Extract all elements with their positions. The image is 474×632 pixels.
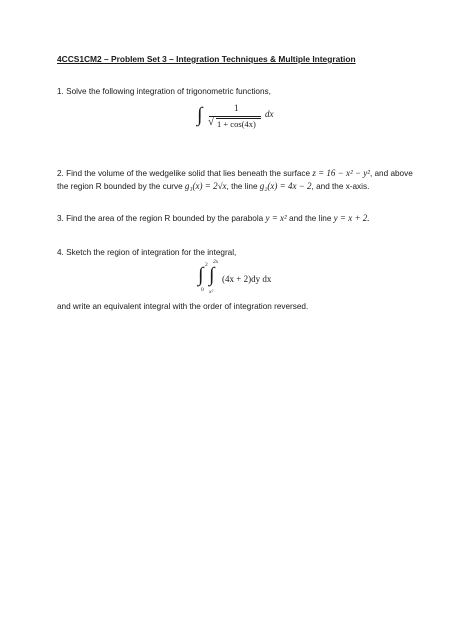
problem-2-line-2	[57, 181, 369, 192]
problem-2-text-c: the region R bounded by the curve	[57, 182, 183, 191]
line-equation: y = x + 2.	[333, 213, 370, 223]
problem-2-text-b: , and above	[369, 169, 413, 178]
problem-2-text-e: , and the x-axis.	[311, 182, 370, 191]
parabola-equation: y = x²	[265, 213, 287, 223]
problem-2-text-d: , the line	[226, 182, 258, 191]
line-g2: g₂(x) = 4x − 2	[259, 181, 312, 191]
inner-integral-sign: ∫	[209, 264, 215, 286]
document-title: 4CCS1CM2 – Problem Set 3 – Integration Techniques & Multiple Integration	[57, 54, 356, 64]
integrand: (4x + 2)dy dx	[222, 274, 272, 284]
outer-upper-limit: 2	[205, 262, 208, 268]
fraction-denominator: 1 + cos(4x)	[217, 119, 256, 129]
surface-equation: z = 16 − x² − y²	[312, 168, 370, 178]
inner-lower-limit: x²	[209, 289, 214, 295]
outer-integral-sign: ∫	[198, 264, 204, 286]
differential: dx	[265, 109, 274, 119]
problem-4-after-text: and write an equivalent integral with the order of integration reversed.	[57, 302, 309, 311]
problem-3-text-a: 3. Find the area of the region R bounded by the parabola	[57, 214, 264, 223]
fraction-numerator: 1	[234, 103, 239, 113]
inner-upper-limit: 2x	[213, 259, 219, 265]
problem-2-text-a: 2. Find the volume of the wedgelike solid that lies beneath the surface	[57, 169, 311, 178]
problem-3-text	[57, 213, 370, 224]
fraction-bar	[209, 116, 261, 117]
outer-lower-limit: 0	[201, 287, 204, 293]
problem-4-equation	[198, 259, 308, 296]
problem-4-text: 4. Sketch the region of integration for the integral,	[57, 248, 237, 257]
radical-icon: √	[208, 116, 215, 128]
curve-g1: g₁(x) = 2√x	[184, 181, 227, 191]
problem-1-equation	[195, 102, 285, 136]
problem-3-text-b: and the line	[289, 214, 332, 223]
problem-1-text: 1. Solve the following integration of trigonometric functions,	[57, 87, 271, 96]
problem-2-line-1	[57, 168, 413, 179]
integral-sign: ∫	[197, 104, 203, 126]
